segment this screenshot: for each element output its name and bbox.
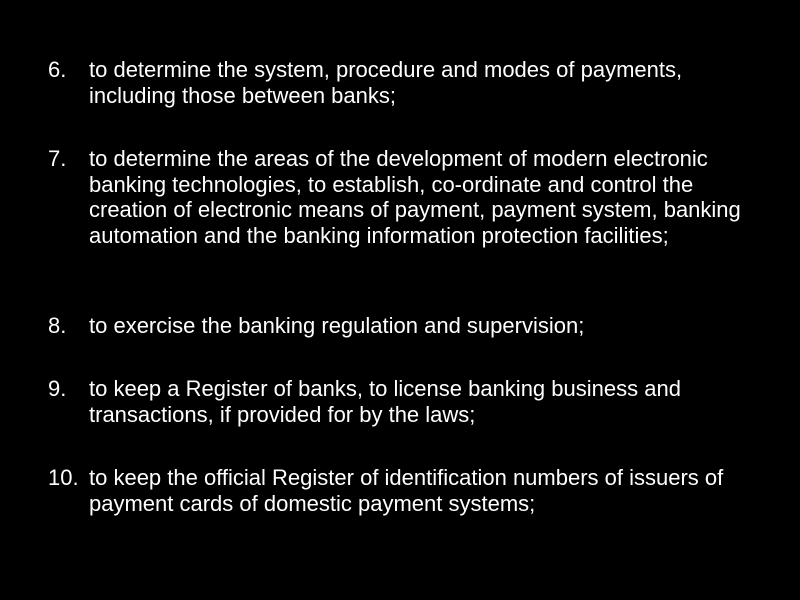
list-item <box>48 146 758 248</box>
list-item-number: 9. <box>48 376 67 401</box>
list-item-text: to keep the official Register of identification numbers of issuers of payment cards of domestic payment systems; <box>89 465 724 516</box>
list-item-text: to exercise the banking regulation and supervision; <box>89 313 585 338</box>
list-item-text: to determine the areas of the development of modern electronic banking technologies, to establish, co-ordinate and control the creation of electronic means of payment, payment system, banking automation and the banking information protection facilities; <box>89 146 741 248</box>
list-item-number: 8. <box>48 313 67 338</box>
list-item-text: to determine the system, procedure and modes of payments, including those between banks; <box>89 57 683 108</box>
list-item <box>48 57 758 108</box>
list-item <box>48 376 758 427</box>
list-item-number: 7. <box>48 146 67 171</box>
list-item-number: 10. <box>48 465 79 490</box>
list-item <box>48 465 758 516</box>
list-item <box>48 313 758 339</box>
list-item-number: 6. <box>48 57 67 82</box>
list-item-text: to keep a Register of banks, to license banking business and transactions, if provided for by the laws; <box>89 376 681 427</box>
